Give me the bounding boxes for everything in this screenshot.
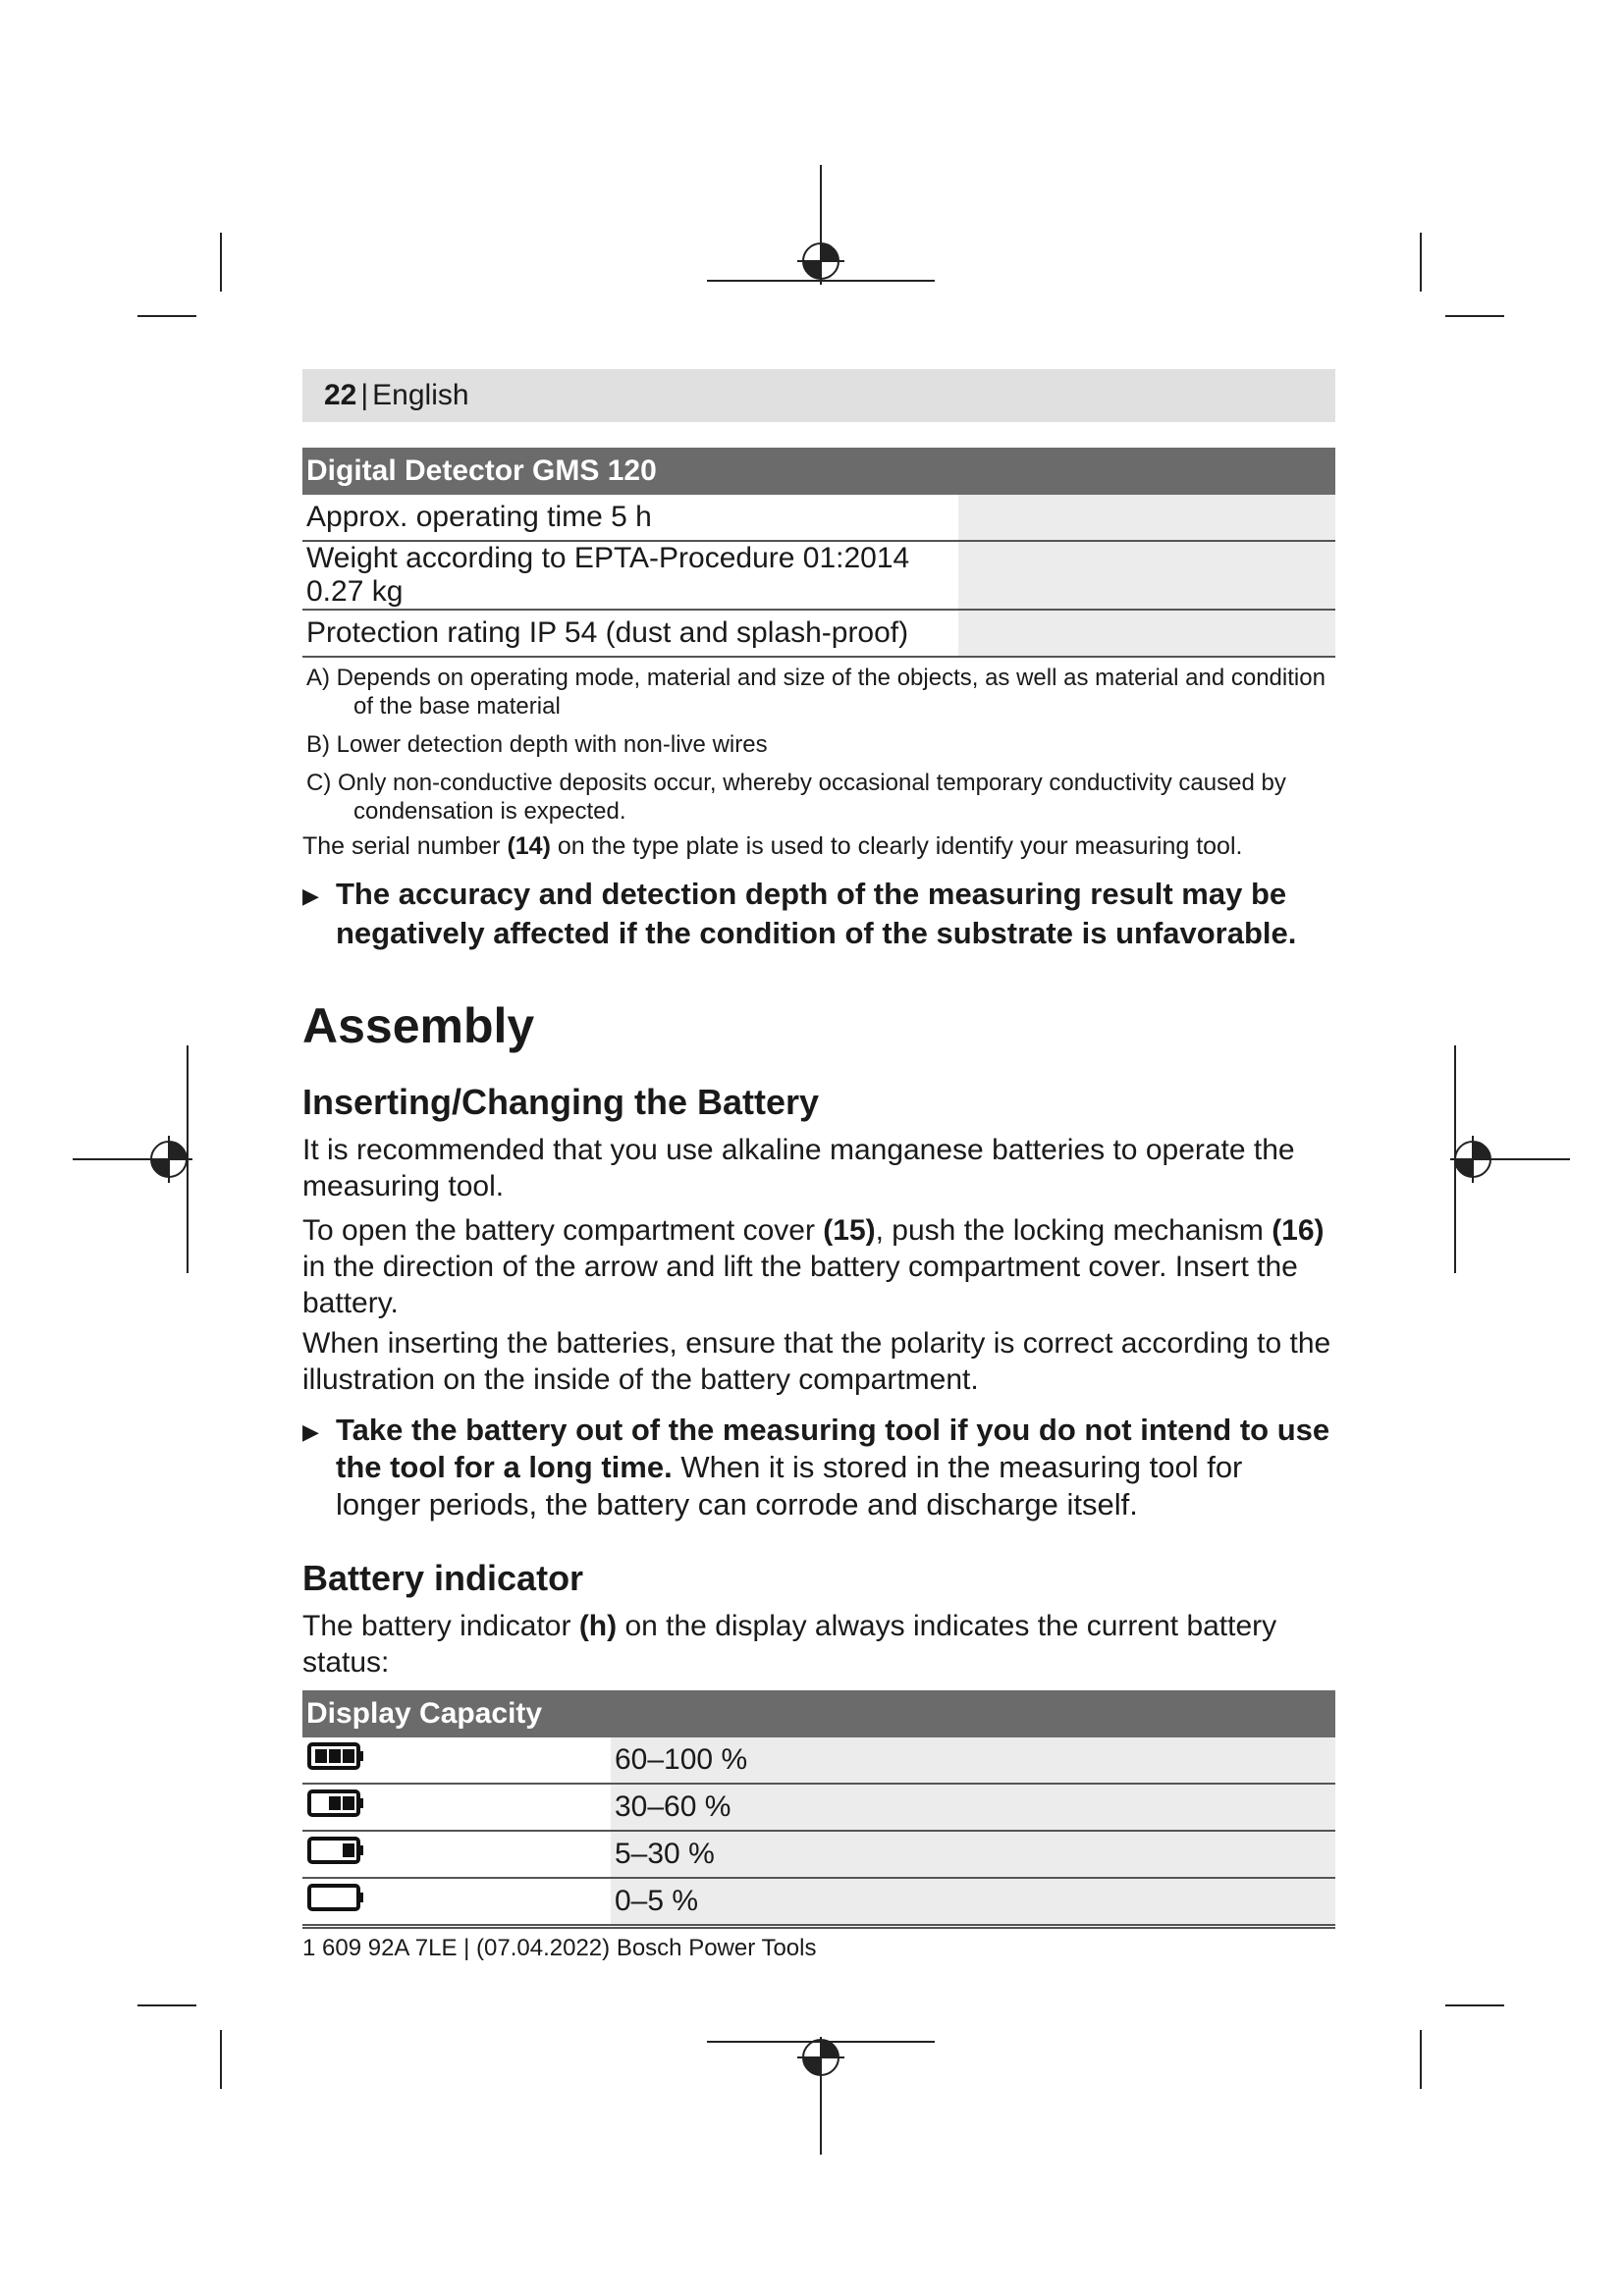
- warning-remove-battery-rest: When it is stored in the measuring tool for longer periods, the battery can corrode and discharge itself.: [336, 1450, 1243, 1522]
- battery-table: [302, 1690, 1335, 1926]
- footnote-a-line2: of the base material: [353, 693, 561, 720]
- footnote-c-line1: C) Only non-conductive deposits occur, whereby occasional temporary conductivity caused by: [306, 770, 1286, 796]
- spec-row-text: Protection rating IP 54 (dust and splash-proof): [302, 610, 958, 657]
- footnote-a: [302, 664, 1335, 721]
- battery-one-third-icon: [306, 1835, 365, 1866]
- page-footer: 1 609 92A 7LE | (07.04.2022) Bosch Power Tools: [302, 1927, 1335, 1962]
- battery-change-heading: Inserting/Changing the Battery: [302, 1082, 820, 1122]
- footnote-a-line1: A) Depends on operating mode, material and size of the objects, as well as material and condition: [306, 665, 1326, 691]
- capacity-value: 5–30 %: [611, 1831, 1335, 1878]
- warning-remove-battery-bold: Take the battery out of the measuring tool if you do not intend to use the tool for a long time.: [336, 1413, 1330, 1484]
- spec-table: [302, 448, 1335, 658]
- p2-ref-15: (15): [823, 1214, 876, 1247]
- page-header: [302, 369, 1335, 422]
- battery-indicator-heading: Battery indicator: [302, 1558, 584, 1598]
- battery-two-thirds-icon: [306, 1788, 365, 1819]
- warning-substrate: [302, 875, 1335, 953]
- serial-note-pre: The serial number: [302, 832, 508, 860]
- footnote-c-line2: condensation is expected.: [353, 798, 626, 825]
- spec-row-text: Approx. operating time 5 h: [302, 495, 958, 541]
- battery-empty-icon: [306, 1882, 365, 1913]
- p2-text-b: , push the locking mechanism: [875, 1214, 1272, 1247]
- p2-text-a: To open the battery compartment cover: [302, 1214, 824, 1247]
- serial-note-post: on the type plate is used to clearly identify your measuring tool.: [550, 832, 1243, 860]
- warning-remove-battery-text: [336, 1412, 1335, 1523]
- battery-full-icon: [306, 1740, 365, 1772]
- p2-ref-16: (16): [1272, 1214, 1325, 1247]
- assembly-heading: Assembly: [302, 998, 535, 1053]
- page-content: [302, 369, 1335, 1926]
- arrow-right-icon: ▶: [302, 1419, 319, 1444]
- capacity-value: 0–5 %: [611, 1878, 1335, 1925]
- capacity-value: 60–100 %: [611, 1737, 1335, 1784]
- spec-row-text: Weight according to EPTA-Procedure 01:2014 0.27 kg: [302, 541, 958, 610]
- spec-row-value: [958, 495, 1335, 541]
- serial-note-ref: (14): [507, 832, 551, 860]
- warning-substrate-text: The accuracy and detection depth of the measuring result may be negatively affected if the condition of the substrate is unfavorable.: [336, 877, 1297, 950]
- warning-remove-battery: [302, 1412, 1335, 1523]
- table-row: [302, 495, 1335, 541]
- header-separator: |: [360, 379, 369, 411]
- table-row: [302, 541, 1335, 610]
- spec-row-value: [958, 541, 1335, 610]
- paragraph-open-cover: [302, 1212, 1335, 1321]
- serial-note: [302, 831, 1335, 861]
- spec-row-value: [958, 610, 1335, 657]
- p2-text-c: in the direction of the arrow and lift the battery compartment cover. Insert the battery.: [302, 1251, 1298, 1319]
- capacity-value: 30–60 %: [611, 1784, 1335, 1831]
- table-row: [302, 1737, 1335, 1784]
- bi-text-post: on the display always indicates the current battery status:: [302, 1610, 1277, 1679]
- footnote-c: [302, 769, 1335, 826]
- table-row: [302, 1784, 1335, 1831]
- bi-text-pre: The battery indicator: [302, 1610, 579, 1642]
- bi-ref-h: (h): [578, 1610, 618, 1642]
- table-row: [302, 1831, 1335, 1878]
- page-number: 22: [324, 379, 357, 411]
- footnote-b-text: B) Lower detection depth with non-live wires: [306, 731, 768, 758]
- battery-table-header: Display Capacity: [302, 1690, 1335, 1737]
- paragraph-polarity: When inserting the batteries, ensure that the polarity is correct according to the illustration on the inside of the battery compartment.: [302, 1327, 1331, 1396]
- table-row: [302, 610, 1335, 657]
- paragraph-alkaline: It is recommended that you use alkaline manganese batteries to operate the measuring tool.: [302, 1134, 1295, 1202]
- arrow-right-icon: ▶: [302, 883, 319, 908]
- header-language: English: [372, 379, 469, 411]
- spec-table-title: Digital Detector GMS 120: [302, 448, 1335, 495]
- footnote-b: [302, 730, 1335, 759]
- table-row: [302, 1878, 1335, 1925]
- battery-indicator-paragraph: [302, 1608, 1335, 1681]
